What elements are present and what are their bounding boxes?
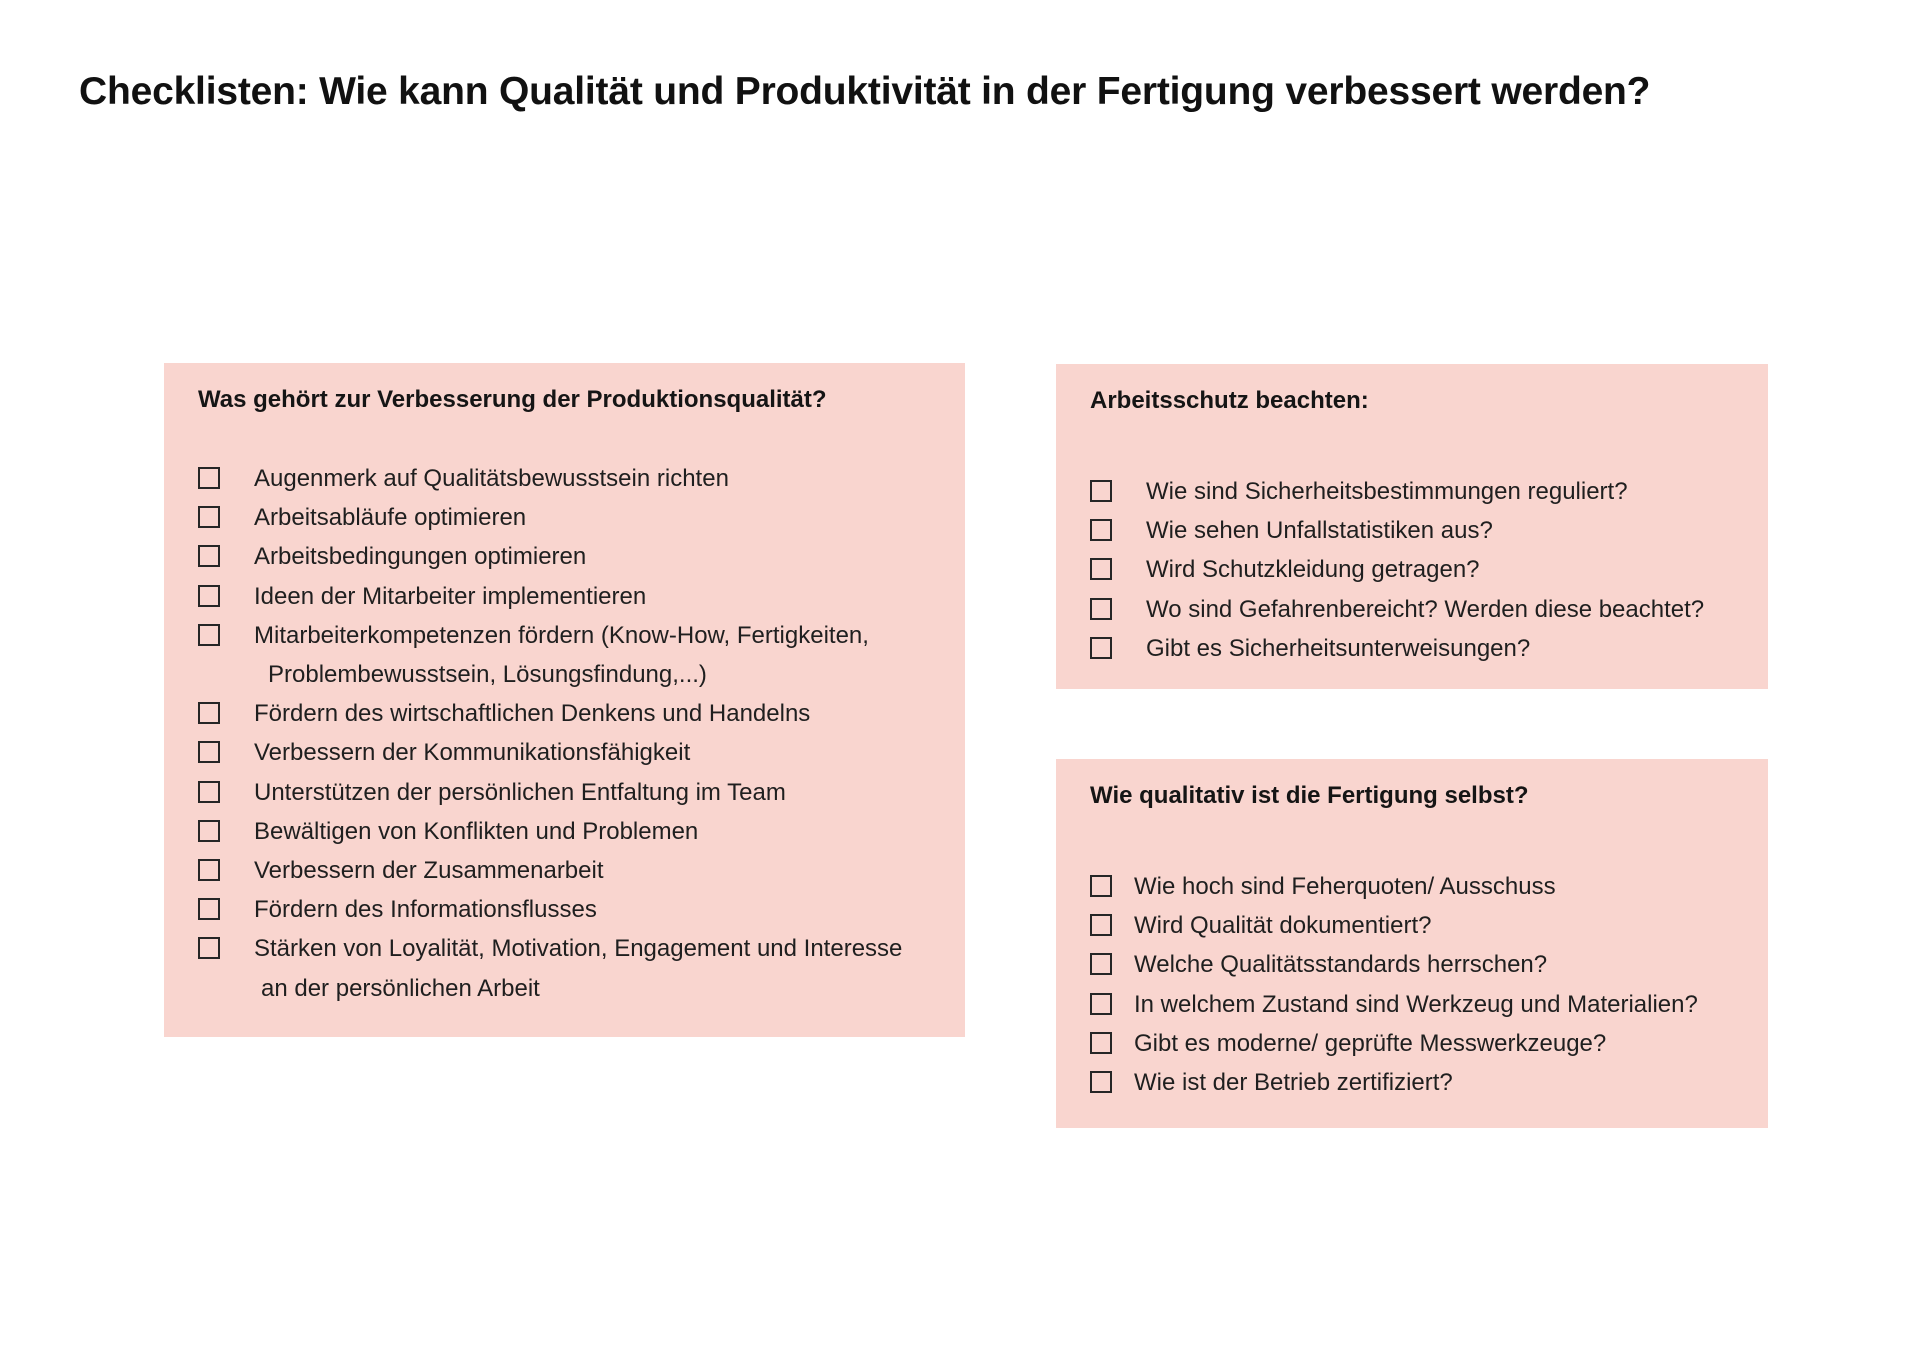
- checkbox[interactable]: [1090, 993, 1112, 1015]
- checklist-item: [198, 733, 945, 772]
- card-title: Was gehört zur Verbesserung der Produktionsqualität?: [198, 386, 827, 413]
- checklist-item-label: [254, 890, 597, 929]
- checklist-item-label: [1146, 511, 1493, 550]
- checklist-item: [198, 537, 945, 576]
- checklist: [198, 459, 945, 1008]
- checklist-item-label: [254, 929, 902, 1007]
- checklist-item-label: [1146, 629, 1530, 668]
- checklist-item-line: Wo sind Gefahrenbereicht? Werden diese beachtet?: [1146, 595, 1705, 623]
- checklist-item: [1090, 629, 1748, 668]
- manufacturing-checklist-card: [1056, 759, 1768, 1128]
- checklist-item-label: [1146, 550, 1480, 589]
- checkbox[interactable]: [198, 702, 220, 724]
- checklist-item-line: Gibt es Sicherheitsunterweisungen?: [1146, 634, 1531, 662]
- checklist-item: [198, 929, 945, 1007]
- checkbox[interactable]: [198, 741, 220, 763]
- checklist-item-label: [1134, 867, 1556, 906]
- checklist-item-line: Wird Qualität dokumentiert?: [1134, 912, 1432, 940]
- checkbox[interactable]: [1090, 519, 1112, 541]
- checklist-item-label: [254, 616, 869, 694]
- checklist-item: [198, 812, 945, 851]
- checkbox[interactable]: [1090, 637, 1112, 659]
- checklist-item: [198, 577, 945, 616]
- checklist-item-line: Stärken von Loyalität, Motivation, Engagement und Interesse: [254, 935, 903, 963]
- checkbox[interactable]: [1090, 875, 1112, 897]
- checkbox[interactable]: [1090, 1032, 1112, 1054]
- checklist-item-line: Mitarbeiterkompetenzen fördern (Know-How, Fertigkeiten,: [254, 621, 869, 649]
- checklist-item: [1090, 945, 1748, 984]
- checklist-item-label: [254, 773, 786, 812]
- checkbox[interactable]: [1090, 480, 1112, 502]
- checklist-item-label: [1134, 1024, 1606, 1063]
- checklist-item-label: [1134, 1063, 1453, 1102]
- checklist-item: [198, 459, 945, 498]
- checklist-item-label: [254, 694, 810, 733]
- checklist-item-line: Fördern des wirtschaftlichen Denkens und Handelns: [254, 700, 811, 728]
- checklist-item: [1090, 472, 1748, 511]
- checkbox[interactable]: [198, 467, 220, 489]
- checkbox[interactable]: [198, 585, 220, 607]
- checklist-item-label: [254, 733, 690, 772]
- checkbox[interactable]: [1090, 558, 1112, 580]
- checklist-item-line: Unterstützen der persönlichen Entfaltung im Team: [254, 778, 786, 806]
- checklist-item: [1090, 590, 1748, 629]
- checkbox[interactable]: [1090, 598, 1112, 620]
- checklist-item-line: Arbeitsabläufe optimieren: [254, 504, 527, 532]
- safety-checklist-card: [1056, 364, 1768, 689]
- checklist-item-line: Gibt es moderne/ geprüfte Messwerkzeuge?: [1134, 1029, 1607, 1057]
- checklist-item-label: [1146, 590, 1704, 629]
- checklist-item-label: [254, 851, 604, 890]
- checkbox[interactable]: [198, 859, 220, 881]
- checklist-item: [198, 773, 945, 812]
- checklist-item: [1090, 1063, 1748, 1102]
- checklist: [1090, 867, 1748, 1102]
- checklist-item-line: Wie sind Sicherheitsbestimmungen reguliert?: [1146, 478, 1628, 505]
- checklist-item-line: Ideen der Mitarbeiter implementieren: [254, 582, 647, 610]
- checklist-item: [1090, 985, 1748, 1024]
- checklist-item-label: [254, 537, 586, 576]
- quality-checklist-card: [164, 363, 965, 1037]
- checklist-item-line: Bewältigen von Konflikten und Problemen: [254, 817, 699, 845]
- checkbox[interactable]: [198, 820, 220, 842]
- checklist-item: [198, 851, 945, 890]
- checkbox[interactable]: [198, 506, 220, 528]
- checklist-item-line: Wie hoch sind Feherquoten/ Ausschuss: [1134, 873, 1556, 900]
- checklist-item-line: Verbessern der Zusammenarbeit: [254, 857, 604, 885]
- checklist-item-line: Wie sehen Unfallstatistiken aus?: [1146, 517, 1493, 545]
- checklist-item-label: [254, 498, 526, 537]
- checklist-item-label: [1134, 906, 1431, 945]
- checklist-item-line: Welche Qualitätsstandards herrschen?: [1134, 951, 1548, 979]
- checklist-item-label: [1134, 985, 1698, 1024]
- checkbox[interactable]: [198, 624, 220, 646]
- checkbox[interactable]: [198, 545, 220, 567]
- checklist-item-line: Wie ist der Betrieb zertifiziert?: [1134, 1069, 1453, 1097]
- checklist-item-line: Fördern des Informationsflusses: [254, 896, 597, 924]
- checklist-item-label: [1146, 472, 1628, 511]
- checklist-item-line: Augenmerk auf Qualitätsbewusstsein richten: [254, 465, 729, 492]
- checklist-item-line: Problembewusstsein, Lösungsfindung,...): [268, 661, 707, 689]
- checklist-item: [198, 694, 945, 733]
- checklist-item-label: [254, 459, 729, 498]
- checkbox[interactable]: [1090, 953, 1112, 975]
- checkbox[interactable]: [1090, 1071, 1112, 1093]
- checklist-item-line: Arbeitsbedingungen optimieren: [254, 543, 587, 571]
- checklist-item: [1090, 550, 1748, 589]
- checkbox[interactable]: [1090, 914, 1112, 936]
- page-title: Checklisten: Wie kann Qualität und Produktivität in der Fertigung verbessert werden?: [79, 70, 1651, 113]
- checklist-item: [198, 498, 945, 537]
- checklist-item: [1090, 511, 1748, 550]
- checkbox[interactable]: [198, 898, 220, 920]
- checklist-item: [198, 890, 945, 929]
- checklist-item-label: [254, 577, 646, 616]
- checklist-item: [1090, 1024, 1748, 1063]
- checklist-item: [198, 616, 945, 694]
- checklist-item-line: Wird Schutzkleidung getragen?: [1146, 556, 1480, 584]
- checklist-item: [1090, 867, 1748, 906]
- checklist-item-line: an der persönlichen Arbeit: [261, 974, 540, 1002]
- checklist: [1090, 472, 1748, 668]
- checklist-item-label: [1134, 945, 1547, 984]
- card-title: Arbeitsschutz beachten:: [1090, 387, 1369, 414]
- card-title: Wie qualitativ ist die Fertigung selbst?: [1090, 782, 1529, 809]
- checklist-item: [1090, 906, 1748, 945]
- checkbox[interactable]: [198, 937, 220, 959]
- checklist-item-label: [254, 812, 698, 851]
- checklist-item-line: In welchem Zustand sind Werkzeug und Materialien?: [1134, 990, 1698, 1018]
- checklist-item-line: Verbessern der Kommunikationsfähigkeit: [254, 739, 691, 767]
- checkbox[interactable]: [198, 781, 220, 803]
